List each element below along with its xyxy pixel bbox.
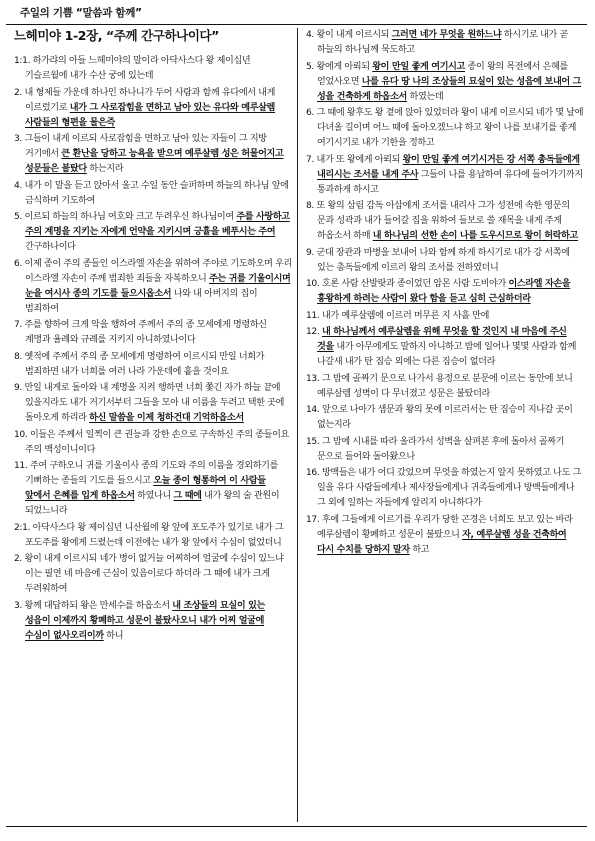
verse bbox=[14, 599, 292, 644]
verse-text: 4. 왕이 내게 이르시되 bbox=[306, 30, 392, 40]
top-divider bbox=[6, 24, 587, 25]
header bbox=[6, 0, 587, 24]
verse bbox=[14, 521, 292, 551]
verse-text: 10. 호론 사람 산발랏과 종이었던 암몬 사람 도비야가 bbox=[306, 279, 509, 289]
highlighted-text: 오늘 종이 형통하여 이 사람들 앞에서 은혜를 입게 하옵소서 bbox=[25, 476, 266, 501]
header-title: 주일의 기쁨 “말씀과 함께” bbox=[20, 6, 142, 19]
verse bbox=[306, 60, 584, 105]
right-verse-list bbox=[306, 28, 584, 558]
verse-text: 간구하나이다 bbox=[25, 242, 76, 252]
verse-text: 13. 그 밤에 골짜기 문으로 나가서 용정으로 분문에 이르는 동안에 보니 예루살렘 성벽이 다 무너졌고 성문은 불탔더라 bbox=[306, 373, 573, 399]
verse bbox=[306, 435, 584, 465]
verse-text: 내가 아무에게도 말하지 아니하고 밤에 일어나 몇몇 사람과 함께 나갈새 내가 탄 짐승 외에는 다른 짐승이 없더라 bbox=[317, 342, 577, 367]
verse-text: 그들이 나를 용납하여 유다에 들어가기까지 통과하게 하시고 bbox=[317, 169, 583, 195]
verse-text: 5. 이르되 하늘의 하나님 여호와 크고 두려우신 하나님이여 bbox=[14, 212, 237, 222]
verse-text: 하고 bbox=[409, 544, 430, 555]
passage-title: 느헤미야 1-2장, “주께 간구하나이다” bbox=[14, 28, 219, 43]
verse-text: 14. 앞으로 나아가 샘문과 왕의 못에 이르러서는 탄 짐승이 지나갈 곳이 없는지라 bbox=[306, 405, 573, 430]
highlighted-text: 내 하나님께서 예루살렘을 위해 무엇을 할 것인지 내 마음에 주신 것을 bbox=[317, 327, 567, 352]
verse-text: 하니 bbox=[103, 630, 124, 641]
right-column bbox=[306, 28, 584, 559]
highlighted-text: 내 조상들의 묘실이 있는 성읍이 이제까지 황폐하고 성문이 불탔사오니 내가 어찌 얼굴에 수심이 없사오리이까 bbox=[25, 600, 265, 641]
left-column bbox=[14, 28, 292, 645]
highlighted-text: 왕이 만일 좋게 여기시거든 강 서쪽 총독들에게 내리시는 조서를 내게 주사 bbox=[317, 154, 580, 180]
verse-text: 종이 왕의 목전에서 은혜를 얻었사오면 bbox=[317, 61, 568, 87]
verse-text: 1:1. 하가랴의 아들 느헤미야의 말이라 아닥사스다 왕 제이십년 기슬르월에 내가 수산 궁에 있는데 bbox=[14, 56, 251, 81]
verse bbox=[14, 132, 292, 177]
verse-text: 2:1. 아닥사스다 왕 제이십년 니산월에 왕 앞에 포도주가 있기로 내가 그 포도주를 왕에게 드렸는데 이전에는 내가 왕 앞에서 수심이 없었더니 bbox=[14, 522, 284, 548]
left-verse-list bbox=[14, 54, 292, 644]
verse bbox=[14, 257, 292, 317]
verse bbox=[14, 318, 292, 348]
verse-text: 15. 그 밤에 시내를 따라 올라가서 성벽을 살펴본 후에 돌아서 골짜기 문으로 들어와 돌아왔으나 bbox=[306, 436, 565, 462]
verse-text: 11. 주여 구하오니 귀를 기울이사 종의 기도와 주의 이름을 경외하기를 기뻐하는 종들의 기도를 들으시고 bbox=[14, 461, 279, 486]
verse-text: 17. 후에 그들에게 이르기를 우리가 당한 곤경은 너희도 보고 있는 바라 예루살렘이 황폐하고 성문이 불탔으니 bbox=[306, 514, 573, 540]
verse bbox=[306, 403, 584, 433]
verse-text: 9. 군대 장관과 마병을 보내어 나와 함께 하게 하시기로 내가 강 서쪽에 있는 총독들에게 이르러 왕의 조서를 전하였더니 bbox=[306, 247, 570, 273]
verse-text: 6. 그 때에 왕후도 왕 곁에 앉아 있었더라 왕이 내게 이르시되 네가 몇 날에 다녀올 길이며 어느 때에 돌아오겠느냐 하고 왕이 나를 보내기를 좋게 여기시기로 내가 기한을 정하고 bbox=[306, 108, 584, 148]
verse-text: 8. 또 왕의 삼림 감독 아삽에게 조서를 내리사 그가 성전에 속한 영문의 문과 성곽과 내가 들어갈 집을 위하여 들보로 쓸 재목을 내게 주게 하옵소서 하매 bbox=[306, 201, 570, 241]
verse bbox=[14, 552, 292, 597]
verse-text: 16. 방백들은 내가 어디 갔었으며 무엇을 하였는지 알지 못하였고 나도 그 일을 유다 사람들에게나 제사장들에게나 귀족들에게나 방백들에게나 그 외에 일하는 자들에게 알리지 아니하다가 bbox=[306, 468, 581, 508]
verse-text: 5. 왕에게 아뢰되 bbox=[306, 61, 373, 72]
verse bbox=[14, 86, 292, 131]
verse-text: 9. 만일 내게로 돌아와 내 계명을 지켜 행하면 너희 쫓긴 자가 하늘 끝에 있을지라도 내가 거기서부터 그들을 모아 내 이름을 두려고 택한 곳에 돌아오게 하리라 bbox=[14, 383, 285, 423]
verse bbox=[306, 28, 584, 58]
highlighted-text: 자, 예루살렘 성을 건축하여 다시 수치를 당하지 말자 bbox=[317, 529, 567, 555]
verse-text: 3. 왕께 대답하되 왕은 만세수를 하옵소서 bbox=[14, 600, 173, 611]
highlighted-text: 내가 그 사로잡힘을 면하고 남아 있는 유다와 예루살렘 사람들의 형편을 물은즉 bbox=[25, 102, 275, 128]
verse bbox=[306, 309, 584, 324]
verse bbox=[306, 466, 584, 511]
verse bbox=[306, 372, 584, 402]
highlighted-text: 그러면 네가 무엇을 원하느냐 bbox=[391, 30, 502, 40]
highlighted-text: 나를 유다 땅 나의 조상들의 묘실이 있는 성읍에 보내어 그 성을 건축하게 하옵소서 bbox=[317, 76, 582, 102]
verse bbox=[14, 459, 292, 519]
verse-text: 하시기로 내가 곧 하늘의 하나님께 묵도하고 bbox=[317, 30, 568, 55]
verse-text: 나와 내 아버지의 집이 범죄하여 bbox=[25, 288, 258, 314]
verse bbox=[306, 106, 584, 151]
verse bbox=[306, 199, 584, 244]
verse-text: 하였는데 bbox=[406, 91, 444, 102]
highlighted-text: 왕이 만일 좋게 여기시고 bbox=[372, 61, 466, 72]
verse-text: 7. 주를 향하여 크게 악을 행하여 주께서 주의 종 모세에게 명령하신 계명과 율례와 규례를 지키지 아니하였나이다 bbox=[14, 320, 267, 345]
verse-text: 12. bbox=[306, 327, 322, 337]
verse bbox=[14, 54, 292, 84]
verse bbox=[14, 350, 292, 380]
highlighted-text: 하신 말씀을 이제 청하건대 기억하옵소서 bbox=[89, 413, 244, 423]
verse-text: 8. 옛적에 주께서 주의 종 모세에게 명령하여 이르시되 만일 너희가 범죄하면 내가 너희를 여러 나라 가운데에 흩을 것이요 bbox=[14, 351, 265, 377]
verse bbox=[306, 325, 584, 370]
verse bbox=[14, 381, 292, 426]
verse-text: 2. 내 형제들 가운데 하나인 하나니가 두어 사람과 함께 유다에서 내게 이르렀기로 bbox=[14, 87, 276, 113]
verse-text: 4. 내가 이 말을 듣고 앉아서 울고 수일 동안 슬퍼하며 하늘의 하나님 앞에 금식하며 기도하여 bbox=[14, 180, 289, 206]
highlighted-text: 주를 사랑하고 주의 계명을 지키는 자에게 언약을 지키시며 긍휼을 베푸시는 주여 bbox=[25, 212, 290, 237]
highlighted-text: 큰 환난을 당하고 능욕을 받으며 예루살렘 성은 허물어지고 성문들은 불탔다 bbox=[25, 149, 284, 174]
verse-text: 10. 이들은 주께서 일찍이 큰 권능과 강한 손으로 구속하신 주의 종들이요 주의 백성이니이다 bbox=[14, 429, 289, 455]
bottom-divider bbox=[6, 826, 587, 827]
verse bbox=[306, 277, 584, 307]
highlighted-text: 주는 귀를 기울이시며 눈을 여시사 종의 기도를 들으시옵소서 bbox=[25, 273, 291, 299]
verse bbox=[306, 153, 584, 198]
verse-text: 11. 내가 예루살렘에 이르러 머무른 지 사흘 만에 bbox=[306, 310, 490, 321]
highlighted-text: 그 때에 bbox=[173, 491, 202, 501]
highlighted-text: 이스라엘 자손을 흥왕하게 하려는 사람이 왔다 함을 듣고 심히 근심하더라 bbox=[317, 279, 571, 304]
verse-text: 2. 왕이 내게 이르시되 네가 병이 없거늘 어찌하여 얼굴에 수심이 있느냐 이는 필연 네 마음에 근심이 있음이로다 하더라 그 때에 내가 크게 두려워하여 bbox=[14, 554, 284, 594]
verse bbox=[14, 428, 292, 458]
verse bbox=[306, 513, 584, 558]
highlighted-text: 내 하나님의 선한 손이 나를 도우시므로 왕이 허락하고 bbox=[372, 231, 578, 241]
verse bbox=[14, 210, 292, 255]
verse-text: 7. 내가 또 왕에게 아뢰되 bbox=[306, 154, 403, 165]
verse-text: 하는지라 bbox=[86, 164, 124, 174]
column-divider bbox=[297, 28, 298, 822]
verse-text: 6. 이제 종이 주의 종들인 이스라엘 자손을 위하여 주야로 기도하오며 우리 이스라엘 자손이 주께 범죄한 죄들을 자복하오니 bbox=[14, 258, 292, 284]
verse-text: 3. 그들이 내게 이르되 사로잡힘을 면하고 남아 있는 자들이 그 지방 거기에서 bbox=[14, 134, 267, 159]
verse-text: 하였나니 bbox=[134, 491, 174, 501]
verse-text: 내가 왕의 술 관원이 되었느니라 bbox=[25, 491, 280, 516]
verse bbox=[306, 246, 584, 276]
verse bbox=[14, 179, 292, 209]
